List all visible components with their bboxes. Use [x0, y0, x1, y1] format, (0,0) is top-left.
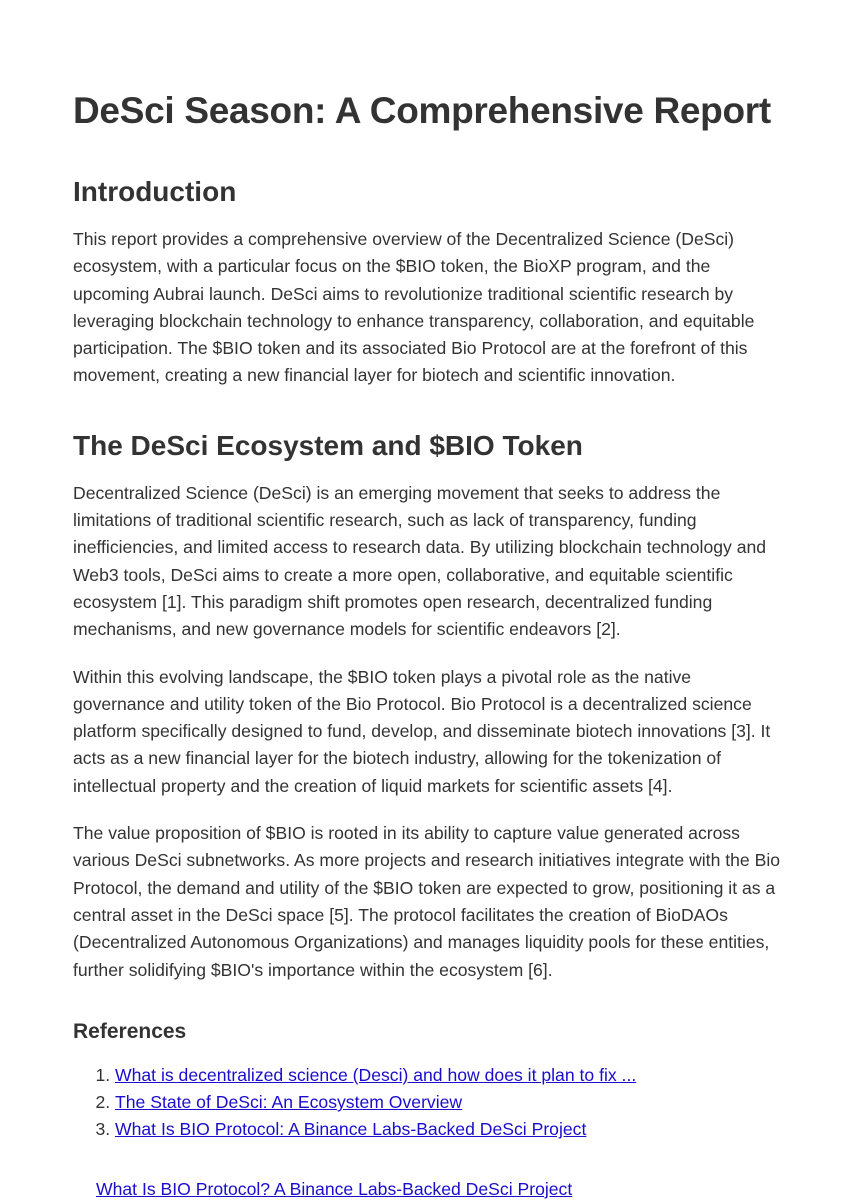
ecosystem-paragraph: The value proposition of $BIO is rooted in its ability to capture value generated across various DeSci subnetworks. As more projects and research initiatives integrate with the Bio Protocol, the demand and utility of the $BIO token are expected to grow, positioning it as a central asset in the DeSci space [5]. The protocol facilitates the creation of BioDAOs (Decentralized Autonomous Organizations) and manages liquidity pools for these entities, further solidifying $BIO's importance within the ecosystem [6]. — [73, 823, 781, 980]
reference-item — [115, 1089, 783, 1116]
references-list — [73, 1062, 783, 1144]
ecosystem-heading: The DeSci Ecosystem and $BIO Token — [73, 429, 583, 461]
reference-link[interactable]: What Is BIO Protocol: A Binance Labs-Backed DeSci Project — [115, 1119, 587, 1140]
reference-link[interactable]: The State of DeSci: An Ecosystem Overview — [115, 1092, 463, 1113]
ecosystem-paragraph: Within this evolving landscape, the $BIO token plays a pivotal role as the native governance and utility token of the Bio Protocol. Bio Protocol is a decentralized science platform specifically designed to fund, develop, and disseminate biotech innovations [3]. It acts as a new financial layer for the biotech industry, allowing for the tokenization of intellectual property and the creation of liquid markets for scientific assets [4]. — [73, 666, 771, 796]
next-page-cutoff-reference — [96, 1179, 580, 1200]
ecosystem-paragraph: Decentralized Science (DeSci) is an emerging movement that seeks to address the limitations of traditional scientific research, such as lack of transparency, funding inefficiencies, and limited access to research data. By utilizing blockchain technology and Web3 tools, DeSci aims to create a more open, collaborative, and equitable scientific ecosystem [1]. This paradigm shift promotes open research, decentralized funding mechanisms, and new governance models for scientific endeavors [2]. — [73, 482, 767, 640]
introduction-heading: Introduction — [73, 176, 237, 207]
reference-link[interactable]: What is decentralized science (Desci) and how does it plan to fix ... — [115, 1064, 637, 1085]
reference-item — [115, 1062, 783, 1089]
introduction-paragraph: This report provides a comprehensive overview of the Decentralized Science (DeSci) ecosystem, with a particular focus on the $BIO token, the BioXP program, and the upcoming Aubrai launch. DeSci aims to revolutionize traditional scientific research by leveraging blockchain technology to enhance transparency, collaboration, and equitable participation. The $BIO token and its associated Bio Protocol are at the forefront of this movement, creating a new financial layer for biotech and scientific innovation. — [73, 229, 755, 386]
reference-link[interactable]: What Is BIO Protocol? A Binance Labs-Backed DeSci Project — [96, 1179, 573, 1199]
reference-item — [115, 1116, 783, 1143]
document-page — [73, 88, 783, 1144]
references-heading: References — [73, 1019, 187, 1043]
document-title: DeSci Season: A Comprehensive Report — [73, 90, 771, 131]
